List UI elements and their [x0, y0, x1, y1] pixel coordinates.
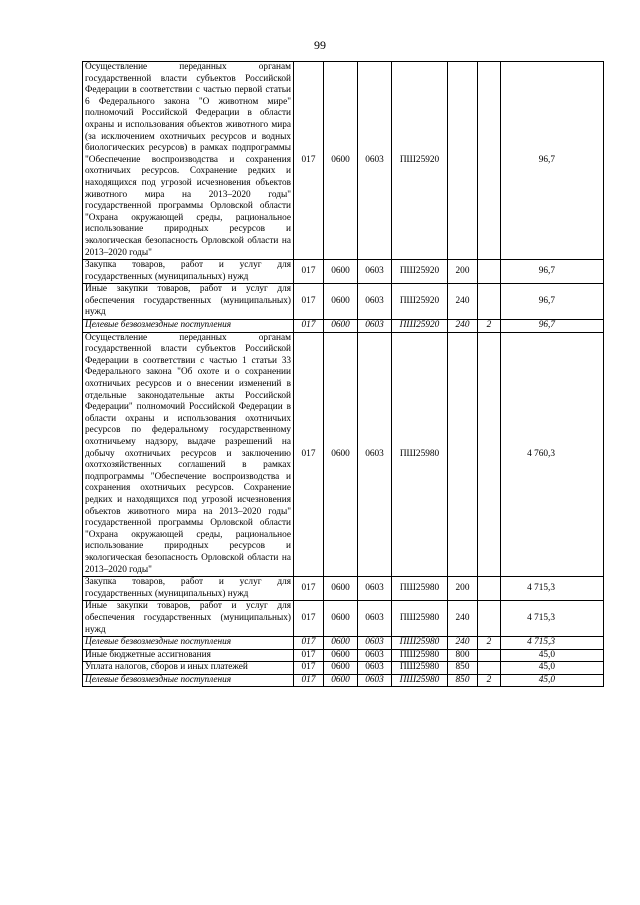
target-article-cell-text: ПШ25920 — [399, 320, 440, 331]
subsection-cell — [358, 320, 392, 333]
name-cell-text: Уплата налогов, сборов и иных платежей — [85, 662, 248, 673]
grbs-cell — [294, 601, 324, 637]
target-article-cell-text: ПШ25980 — [399, 612, 440, 623]
expense-type-cell-text: 800 — [455, 649, 470, 660]
amount-cell — [501, 62, 604, 260]
grbs-cell-text: 017 — [301, 154, 316, 165]
grbs-cell-text: 017 — [301, 320, 316, 331]
grbs-cell-text: 017 — [301, 662, 316, 673]
section-cell-text: 0600 — [331, 295, 350, 306]
amount-cell-text: 96,7 — [538, 154, 555, 165]
name-cell — [83, 320, 294, 333]
name-cell — [83, 284, 294, 320]
target-article-cell-text: ПШ25980 — [399, 649, 440, 660]
subsection-cell — [358, 577, 392, 601]
expense-type-cell-text: 240 — [455, 295, 470, 306]
subsection-cell — [358, 284, 392, 320]
expense-type-cell — [448, 601, 478, 637]
section-cell — [324, 332, 358, 576]
grbs-cell — [294, 320, 324, 333]
name-cell — [83, 649, 294, 662]
grbs-cell-text: 017 — [301, 612, 316, 623]
grbs-cell — [294, 662, 324, 675]
name-cell — [83, 62, 294, 260]
grbs-cell-text: 017 — [301, 649, 316, 660]
section-cell — [324, 637, 358, 650]
amount-cell-text: 4 760,3 — [527, 448, 555, 459]
classification-cell-text: 2 — [486, 320, 492, 331]
expense-type-cell — [448, 260, 478, 284]
name-cell-text: Закупка товаров, работ и услуг для государственных (муниципальных) нужд — [85, 577, 291, 599]
subsection-cell-text: 0603 — [365, 295, 384, 306]
target-article-cell-text: ПШ25980 — [399, 662, 440, 673]
amount-cell — [501, 649, 604, 662]
expense-type-cell-text: 240 — [455, 612, 470, 623]
section-cell — [324, 260, 358, 284]
expense-type-cell — [448, 320, 478, 333]
section-cell-text: 0600 — [331, 649, 350, 660]
section-cell — [324, 601, 358, 637]
target-article-cell-text: ПШ25920 — [399, 265, 440, 276]
subsection-cell — [358, 260, 392, 284]
target-article-cell-text: ПШ25980 — [399, 674, 440, 685]
expense-type-cell — [448, 62, 478, 260]
target-article-cell — [392, 662, 448, 675]
name-cell — [83, 332, 294, 576]
section-cell-text: 0600 — [331, 582, 350, 593]
grbs-cell — [294, 577, 324, 601]
classification-cell — [478, 577, 501, 601]
subsection-cell — [358, 649, 392, 662]
expense-type-cell-text: 240 — [455, 637, 470, 648]
amount-cell — [501, 577, 604, 601]
grbs-cell — [294, 284, 324, 320]
target-article-cell — [392, 260, 448, 284]
name-cell-text: Иные закупки товаров, работ и услуг для обеспечения государственных (муниципальных) нужд — [85, 601, 291, 635]
classification-cell — [478, 601, 501, 637]
grbs-cell-text: 017 — [301, 637, 316, 648]
name-cell-text: Целевые безвозмездные поступления — [85, 637, 232, 648]
grbs-cell — [294, 674, 324, 687]
target-article-cell — [392, 62, 448, 260]
table-row — [83, 637, 604, 650]
amount-cell-text: 4 715,3 — [527, 637, 555, 648]
name-cell-text: Иные бюджетные ассигнования — [85, 649, 211, 660]
classification-cell — [478, 260, 501, 284]
name-cell — [83, 674, 294, 687]
name-cell — [83, 577, 294, 601]
expense-type-cell — [448, 332, 478, 576]
grbs-cell — [294, 332, 324, 576]
section-cell-text: 0600 — [331, 662, 350, 673]
classification-cell-text: 2 — [486, 674, 492, 685]
expense-type-cell-text: 200 — [455, 582, 470, 593]
classification-cell — [478, 62, 501, 260]
subsection-cell-text: 0603 — [365, 649, 384, 660]
amount-cell-text: 45,0 — [538, 662, 555, 673]
target-article-cell-text: ПШ25980 — [399, 637, 440, 648]
amount-cell-text: 4 715,3 — [527, 582, 555, 593]
name-cell — [83, 662, 294, 675]
subsection-cell-text: 0603 — [365, 637, 384, 648]
expense-type-cell — [448, 577, 478, 601]
grbs-cell — [294, 62, 324, 260]
table-row — [83, 62, 604, 260]
target-article-cell — [392, 649, 448, 662]
target-article-cell-text: ПШ25920 — [399, 295, 440, 306]
subsection-cell-text: 0603 — [365, 265, 384, 276]
subsection-cell-text: 0603 — [365, 662, 384, 673]
section-cell — [324, 649, 358, 662]
subsection-cell — [358, 674, 392, 687]
expense-type-cell-text: 850 — [455, 662, 470, 673]
target-article-cell-text: ПШ25980 — [399, 582, 440, 593]
table-row — [83, 674, 604, 687]
amount-cell — [501, 260, 604, 284]
expense-type-cell — [448, 674, 478, 687]
grbs-cell-text: 017 — [301, 582, 316, 593]
classification-cell — [478, 649, 501, 662]
grbs-cell-text: 017 — [301, 448, 316, 459]
name-cell-text: Иные закупки товаров, работ и услуг для обеспечения государственных (муниципальных) нужд — [85, 284, 291, 318]
grbs-cell-text: 017 — [301, 674, 316, 685]
expense-type-cell — [448, 284, 478, 320]
subsection-cell-text: 0603 — [365, 612, 384, 623]
section-cell — [324, 320, 358, 333]
section-cell — [324, 662, 358, 675]
amount-cell — [501, 320, 604, 333]
expense-type-cell — [448, 649, 478, 662]
expense-type-cell — [448, 662, 478, 675]
target-article-cell — [392, 674, 448, 687]
target-article-cell — [392, 332, 448, 576]
target-article-cell — [392, 577, 448, 601]
amount-cell-text: 96,7 — [538, 265, 555, 276]
amount-cell — [501, 674, 604, 687]
target-article-cell-text: ПШ25920 — [399, 154, 440, 165]
name-cell-text: Целевые безвозмездные поступления — [85, 320, 232, 331]
target-article-cell — [392, 601, 448, 637]
expense-type-cell-text: 200 — [455, 265, 470, 276]
name-cell-text: Целевые безвозмездные поступления — [85, 674, 232, 685]
table-row — [83, 284, 604, 320]
page-number: 99 — [314, 38, 326, 52]
amount-cell-text: 45,0 — [538, 674, 555, 685]
section-cell-text: 0600 — [331, 674, 350, 685]
classification-cell — [478, 320, 501, 333]
subsection-cell-text: 0603 — [365, 154, 384, 165]
amount-cell-text: 45,0 — [538, 649, 555, 660]
subsection-cell — [358, 62, 392, 260]
budget-table-body — [83, 62, 604, 687]
classification-cell — [478, 284, 501, 320]
section-cell — [324, 674, 358, 687]
classification-cell — [478, 674, 501, 687]
grbs-cell — [294, 637, 324, 650]
amount-cell — [501, 332, 604, 576]
subsection-cell — [358, 637, 392, 650]
section-cell-text: 0600 — [331, 265, 350, 276]
name-cell — [83, 637, 294, 650]
name-cell-text: Осуществление переданных органам государственной власти субъектов Российской Федерации в соответствии с частью 1 статьи 33 Федерального закона "Об охоте и о сохранении охотничьих ресурсов и о внесении изменений в отдельные законодательные акты Российской Федерации" полномочий Российской Федерации в области охраны и использования охотничьих ресурсов по федеральному государственному охотничьему надзору, выдаче разрешений на добычу охотничьих ресурсов и заключению охотхозяйственных соглашений в рамках подпрограммы "Обеспечение воспроизводства и сохранения охотничьих ресурсов. Сохранение редких и находящихся под угрозой исчезновения объектов животного мира на 2013–2020 годы" государственной программы Орловской области "Охрана окружающей среды, рациональное использование природных ресурсов и экологическая безопасность Орловской области на 2013–2020 годы" — [85, 332, 291, 575]
subsection-cell-text: 0603 — [365, 582, 384, 593]
amount-cell-text: 96,7 — [538, 320, 555, 331]
subsection-cell-text: 0603 — [365, 448, 384, 459]
table-row — [83, 601, 604, 637]
table-row — [83, 332, 604, 576]
subsection-cell — [358, 662, 392, 675]
section-cell-text: 0600 — [331, 154, 350, 165]
subsection-cell — [358, 332, 392, 576]
table-row — [83, 260, 604, 284]
target-article-cell — [392, 637, 448, 650]
classification-cell-text: 2 — [486, 637, 492, 648]
target-article-cell-text: ПШ25980 — [399, 448, 440, 459]
amount-cell-text: 4 715,3 — [527, 612, 555, 623]
expense-type-cell — [448, 637, 478, 650]
section-cell-text: 0600 — [331, 637, 350, 648]
table-row — [83, 649, 604, 662]
amount-cell — [501, 662, 604, 675]
grbs-cell — [294, 260, 324, 284]
amount-cell — [501, 601, 604, 637]
classification-cell — [478, 662, 501, 675]
table-row — [83, 662, 604, 675]
section-cell — [324, 284, 358, 320]
section-cell — [324, 62, 358, 260]
classification-cell — [478, 332, 501, 576]
budget-table — [82, 61, 604, 687]
grbs-cell — [294, 649, 324, 662]
table-row — [83, 320, 604, 333]
name-cell — [83, 260, 294, 284]
section-cell-text: 0600 — [331, 448, 350, 459]
amount-cell — [501, 284, 604, 320]
amount-cell — [501, 637, 604, 650]
grbs-cell-text: 017 — [301, 265, 316, 276]
section-cell-text: 0600 — [331, 612, 350, 623]
subsection-cell-text: 0603 — [365, 674, 384, 685]
amount-cell-text: 96,7 — [538, 295, 555, 306]
name-cell-text: Закупка товаров, работ и услуг для государственных (муниципальных) нужд — [85, 260, 291, 282]
subsection-cell-text: 0603 — [365, 320, 384, 331]
name-cell-text: Осуществление переданных органам государственной власти субъектов Российской Федерации в соответствии с частью первой статьи 6 Федерального закона "О животном мире" полномочий Российской Федерации в области охраны и использования объектов животного мира (за исключением охотничьих ресурсов и водных биологических ресурсов) в рамках подпрограммы "Обеспечение воспроизводства и сохранения охотничьих ресурсов. Сохранение редких и находящихся под угрозой исчезновения объектов животного мира на 2013–2020 годы" государственной программы Орловской области "Охрана окружающей среды, рациональное использование природных ресурсов и экологическая безопасность Орловской области на 2013–2020 годы" — [85, 62, 291, 258]
classification-cell — [478, 637, 501, 650]
subsection-cell — [358, 601, 392, 637]
target-article-cell — [392, 284, 448, 320]
expense-type-cell-text: 240 — [455, 320, 470, 331]
expense-type-cell-text: 850 — [455, 674, 470, 685]
table-row — [83, 577, 604, 601]
name-cell — [83, 601, 294, 637]
section-cell — [324, 577, 358, 601]
target-article-cell — [392, 320, 448, 333]
grbs-cell-text: 017 — [301, 295, 316, 306]
section-cell-text: 0600 — [331, 320, 350, 331]
